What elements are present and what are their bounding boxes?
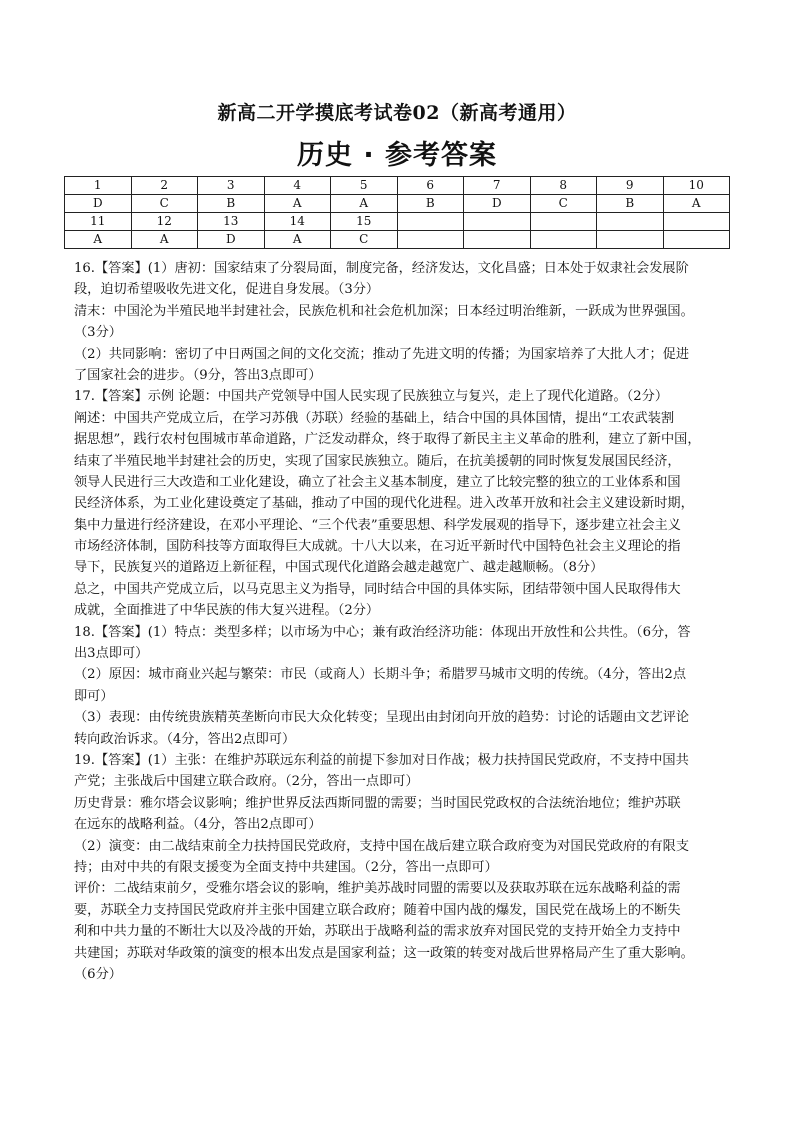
text-line: 共建国；苏联对华政策的演变的根本出发点是国家利益；这一政策的转变对战后世界格局产生了重大影响。 — [74, 945, 694, 961]
text-line: 转向政治诉求。（4分，答出2点即可） — [74, 731, 296, 747]
table-cell: C — [131, 195, 198, 213]
table-row — [65, 177, 730, 195]
text-line: 持；由对中共的有限支援变为全面支持中共建国。（2分，答出一点即可） — [74, 859, 498, 875]
text-line: 段，迫切希望吸收先进文化，促进自身发展。（3分） — [74, 282, 380, 298]
table-cell: A — [331, 195, 398, 213]
text-line: 19.【答案】(1）主张：在维护苏联远东利益的前提下参加对日作战；极力扶持国民党政府，不支持中国共 — [74, 752, 689, 768]
text-line: 18.【答案】(1）特点：类型多样；以市场为中心；兼有政治经济功能：体现出开放性和公共性。（6分，答 — [74, 624, 691, 640]
text-line: 16.【答案】(1）唐初：国家结束了分裂局面，制度完备，经济发达，文化昌盛；日本处于奴隶社会发展阶 — [74, 261, 689, 276]
table-cell — [530, 213, 597, 231]
table-cell: 3 — [198, 177, 265, 195]
text-line: 出3点即可） — [74, 646, 149, 662]
exam-title: 新高二开学摸底考试卷02（新高考通用） — [217, 102, 577, 124]
table-cell: 4 — [264, 177, 331, 195]
table-cell — [397, 213, 464, 231]
text-line: 民经济体系，为工业化建设奠定了基础，推动了中国的现代化进程。进入改革开放和社会主义建设新时期， — [74, 496, 694, 512]
answer-table — [64, 176, 730, 249]
table-cell: 14 — [264, 213, 331, 231]
table-cell: A — [663, 195, 730, 213]
text-line: 导下，民族复兴的道路迈上新征程，中国式现代化道路会越走越宽广、越走越顺畅。（8分） — [74, 560, 604, 576]
table-cell: 1 — [65, 177, 132, 195]
table-cell — [464, 231, 531, 249]
table-cell: 2 — [131, 177, 198, 195]
table-cell: 15 — [331, 213, 398, 231]
table-cell: C — [530, 195, 597, 213]
table-cell: 12 — [131, 213, 198, 231]
table-cell — [663, 231, 730, 249]
exam-subtitle: 历史 · 参考答案 — [296, 140, 498, 171]
text-line: 成就，全面推进了中华民族的伟大复兴进程。（2分） — [74, 603, 380, 619]
table-cell — [663, 213, 730, 231]
text-line: （2）演变：由二战结束前全力扶持国民党政府，支持中国在战后建立联合政府变为对国民党政府的有限支 — [74, 838, 690, 854]
text-line: 要，苏联全力支持国民党政府并主张中国建立联合政府；随着中国内战的爆发，国民党在战场上的不断失 — [74, 902, 681, 918]
table-cell: D — [65, 195, 132, 213]
text-line: 产党；主张战后中国建立联合政府。（2分，答出一点即可） — [74, 774, 419, 790]
table-cell — [597, 213, 664, 231]
table-cell — [530, 231, 597, 249]
text-line: 结束了半殖民地半封建社会的历史，实现了国家民族独立。随后，在抗美援朝的同时恢复发展国民经济， — [74, 453, 681, 469]
table-cell: C — [331, 231, 398, 249]
table-cell — [597, 231, 664, 249]
text-line: （6分） — [74, 966, 122, 982]
text-line: 市场经济体制，国防科技等方面取得巨大成就。十八大以来，在习近平新时代中国特色社会主义理论的指 — [74, 539, 681, 555]
table-cell — [464, 213, 531, 231]
table-row — [65, 213, 730, 231]
table-cell: B — [198, 195, 265, 213]
table-row — [65, 195, 730, 213]
table-row — [65, 231, 730, 249]
text-line: 即可） — [74, 688, 114, 704]
table-cell: 7 — [464, 177, 531, 195]
text-line: 领导人民进行三大改造和工业化建设，确立了社会主义基本制度，建立了比较完整的独立的工业体系和国 — [74, 474, 681, 490]
table-cell: D — [198, 231, 265, 249]
text-line: 历史背景：雅尔塔会议影响；维护世界反法西斯同盟的需要；当时国民党政权的合法统治地位；维护苏联 — [74, 795, 681, 811]
table-cell: 8 — [530, 177, 597, 195]
text-line: 了国家社会的进步。（9分，答出3点即可） — [74, 367, 322, 383]
table-cell: A — [131, 231, 198, 249]
text-line: 评价：二战结束前夕，受雅尔塔会议的影响，维护美苏战时同盟的需要以及获取苏联在远东战略利益的需 — [74, 881, 681, 897]
table-cell: 13 — [198, 213, 265, 231]
text-line: 据思想”，践行农村包围城市革命道路，广泛发动群众，终于取得了新民主主义革命的胜利，建立了新中国， — [74, 432, 701, 448]
text-line: 集中力量进行经济建设，在邓小平理论、“三个代表”重要思想、科学发展观的指导下，逐步建立社会主义 — [74, 517, 681, 533]
table-cell: 9 — [597, 177, 664, 195]
table-cell: 5 — [331, 177, 398, 195]
table-cell: A — [65, 231, 132, 249]
table-cell: A — [264, 195, 331, 213]
table-cell: 6 — [397, 177, 464, 195]
table-cell: A — [264, 231, 331, 249]
text-line: （2）原因：城市商业兴起与繁荣：市民（或商人）长期斗争；希腊罗马城市文明的传统。（4分，答出2点 — [74, 667, 687, 683]
text-line: （2）共同影响：密切了中日两国之间的文化交流；推动了先进文明的传播；为国家培养了大批人才；促进 — [74, 346, 690, 362]
text-line: 17.【答案】示例 论题：中国共产党领导中国人民实现了民族独立与复兴，走上了现代化道路。（2分） — [74, 389, 669, 405]
table-cell — [397, 231, 464, 249]
text-line: 总之，中国共产党成立后，以马克思主义为指导，同时结合中国的具体实际，团结带领中国人民取得伟大 — [74, 581, 681, 597]
answer-text — [74, 258, 744, 985]
text-line: 在远东的战略利益。（4分，答出2点即可） — [74, 817, 322, 833]
table-cell: D — [464, 195, 531, 213]
table-cell: 10 — [663, 177, 730, 195]
table-cell: B — [597, 195, 664, 213]
table-cell: B — [397, 195, 464, 213]
text-line: （3分） — [74, 325, 122, 341]
text-line: （3）表现：由传统贵族精英垄断向市民大众化转变；呈现出由封闭向开放的趋势：讨论的话题由文艺评论 — [74, 710, 690, 726]
text-line: 利和中共力量的不断壮大以及冷战的开始，苏联出于战略利益的需求放弃对国民党的支持开始全力支持中 — [74, 924, 681, 940]
table-cell: 11 — [65, 213, 132, 231]
text-line: 阐述：中国共产党成立后，在学习苏俄（苏联）经验的基础上，结合中国的具体国情，提出“工农武装割 — [74, 410, 675, 426]
text-line: 清末：中国沦为半殖民地半封建社会，民族危机和社会危机加深；日本经过明治维新，一跃成为世界强国。 — [74, 303, 694, 319]
